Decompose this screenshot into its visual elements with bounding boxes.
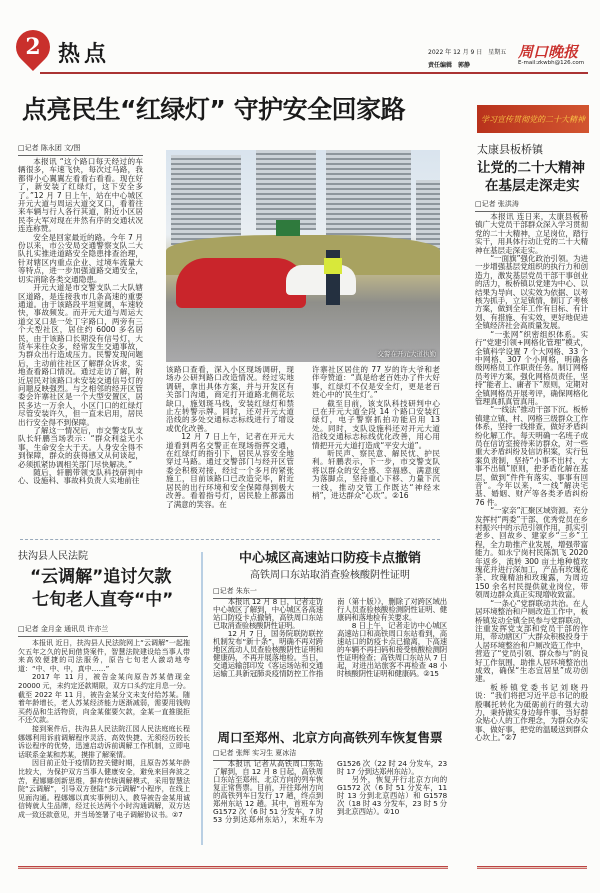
paragraph: 本报讯 12 月 8 日，记者走访中心城区了解到，中心城区各高速站口防疫卡点撤销，高铁周口东站已取消查验核酸阴性证明。 bbox=[213, 597, 323, 630]
paragraph: 2017 年 11 月，被告金某向原告苏某借现金 20000 元，未约定还款期限，双方口头约定月息一分。截至 2022 年 11 月，被告金某分文未支付给苏某。随着年龄增长，老人苏某经济能力逐渐减弱，需要用钱购买药品和生活物资，向金某催要欠款，金某一直推脱拒不还欠款。 bbox=[18, 673, 190, 725]
paragraph: 板桥镇党委书记刘晓丹说：“我们将把习近平总书记的殷殷嘱托转化为砥砺前行的强大动力，秉持做实身边每件事、当好群众贴心人的工作理念，为群众办实事、做好事，把党的温暖送到群众心坎上。”②7 bbox=[475, 682, 588, 743]
paragraph: “一张网”织密组织体系。实行“党建引领+网格化管理”模式，全镇科学设置 7 个大网格、33 个中网格、307 个小网格，明确各级网格员工作职责任务。制订网格员考评方案，强化网格员责任，坚持“能者上、庸者下”原则，定期对全镇网格员开展考评，确保网格化管理真抓真管真用。 bbox=[475, 329, 588, 406]
paragraph: 12 月 7 日上午，记者在开元大道看到两名交警正在现场指挥交通，在红绿灯的指引下，居民从容安全地穿过马路。通过交警部门与经开区管委会积极对接，经过一个多月的紧张施工，目前该路口已改造完毕，附近居民的出行环境和安全保障得到极大改善。看着指号灯，居民脸上都露出了满意的笑容。在 bbox=[166, 432, 294, 509]
main-article-col2 bbox=[166, 366, 294, 509]
section-title: 热点 bbox=[58, 41, 111, 67]
theme-banner: 学习宣传贯彻党的二十大精神 bbox=[477, 105, 589, 133]
paragraph: 截至目前，该支队科技研判中心已在开元大道全段 14 个路口安装红绿灯，电子警察抓拍功能启用 13 处。同时，支队设施科还对开元大道沿线交通标志标线优化改善，用心用情把开元大道打造成“平安大道”。 bbox=[312, 398, 440, 450]
paragraph: 接到案件后，扶沟县人民法院江园人民法庭庭长程娜娜利用诉前调解程序灵活、高效快捷、无须经历较长诉讼程序的优势，迅速启动诉前调解工作机制，立即电话联系金某和苏某，摸排了解案情。 bbox=[18, 724, 190, 759]
trains-byline: □记者 张辉 实习生 夏冰洁 bbox=[213, 748, 320, 761]
paragraph: 该路口查看，深入小区现场调研，现场办公研判路口改造情况。经过实地调研，拿出具体方案，并与开发区有关部门沟通，商定打开道路北侧花坛缺口，施划斑马线，安装红绿灯和禁止左转警示牌。同时，还对开元大道沿线的多处交通标志标线进行了增设或优化改善。 bbox=[166, 365, 294, 433]
editor-credit: 责任编辑 郭静 bbox=[428, 62, 471, 69]
court-kicker: 扶沟县人民法院 bbox=[18, 551, 88, 562]
photo-caption: 交警在开元大道执勤 bbox=[377, 350, 436, 358]
checkpoint-subhead: 高铁周口东站取消查验核酸阴性证明 bbox=[250, 570, 410, 581]
paragraph: 另外，恢复开行北京方向的 G1572 次（6 时 51 分发车，11 时 13 分到北京西站）和 G1578 次（18 时 43 分发车，23 时 5 分到北京西站）。②10 bbox=[337, 775, 447, 816]
right-headline-line2: 在基层走深走实 bbox=[485, 178, 580, 194]
checkpoint-article bbox=[213, 598, 447, 678]
column-divider bbox=[201, 552, 203, 845]
traffic-police-photo bbox=[166, 150, 440, 362]
paragraph: 本报讯 近日，扶沟县人民法院网上“云调解”一起拖欠五年之久的民间借贷案件，智慧法院建设给当事人带来高效便捷的司法服务，原告七旬老人激动地夸道：“中、中、中，真中……” bbox=[18, 639, 190, 673]
paragraph: “一线法”推动干部下沉。板桥镇建立镇、村、网格三级群众工作体系，坚持一线排查，做好矛盾纠纷化解工作。每天明确一名班子成员在信访室接待来访群众，对一些重大矛盾纠纷及信访积案，实行包案负责制，坚持“小事不出村、大事不出镇”原则，把矛盾化解在基层，做到“件件有落实、事事有回音”。今年以来，“一线”解决宅基、婚姻、财产等各类矛盾纠纷 76 件。 bbox=[475, 405, 588, 507]
paragraph: “一家亲”汇聚区域资源。充分发挥村“两委”干部、优秀党员在乡村振兴中的示范引领作用，抓实引老乡、回故乡、建家乡“三乡”工程，全力助推产业发展，增强带富能力。如永宁岗村民陈凯飞 2020 年返乡，流转 300 亩土地种植玫瑰花并进行深加工，产品有玫瑰花茶、玫瑰精油和玫瑰露，为周边 150 余名村民提供就业岗位，带领周边群众真正实现增收致富。 bbox=[475, 506, 588, 600]
court-headline-line2: 七旬老人直夸“中” bbox=[32, 590, 174, 610]
court-headline-line1: “云调解”追讨欠款 bbox=[30, 567, 172, 587]
paragraph: “一面旗”强化政治引领。为进一步增强基层党组织的执行力和创造力，激发基层党员干部干事创业的活力，板桥镇以党建为中心、以结果为导向、以实效为依据、以考核为抓手，立足镇情，制订了考核方案，做到全年工作有目标、有计划、有措施、有实效，更好地促进全镇经济社会高质量发展。 bbox=[475, 254, 588, 331]
right-headline-line1: 让党的二十大精神 bbox=[477, 160, 585, 176]
main-byline: □记者 陈永团 文/图 bbox=[18, 143, 143, 156]
email-address: E-mail:zkwbh@126.com bbox=[518, 60, 585, 66]
masthead-logo: 周口晚报 bbox=[518, 43, 579, 61]
main-article-col1 bbox=[18, 158, 143, 486]
court-byline: □记者 金月金 通讯员 许亦兰 bbox=[18, 624, 188, 637]
checkpoint-headline: 中心城区高速站口防疫卡点撤销 bbox=[238, 551, 421, 566]
main-article-col3 bbox=[312, 366, 440, 501]
paragraph: 本报讯 连日来，太康县板桥镇广大党员干部群众深入学习贯彻党的二十大精神，立足岗位，踏行实干，用具体行动让党的二十大精神在基层走深走实。 bbox=[475, 212, 588, 255]
section-divider bbox=[20, 539, 440, 540]
bottom-rule bbox=[18, 866, 448, 869]
paragraph: 随后，轩鹏带领支队科技研判中心、设施科、事故科负责人实地前往 bbox=[18, 468, 143, 486]
paragraph: 了解这一情况后，市交警支队支队长轩鹏当场表示：“群众利益无小事，生命安全大于天。人身安全得不到保障，群众的获得感又从何谈起，必须抓紧协调相关部门尽快解决。” bbox=[18, 426, 143, 469]
trains-headline: 周口至郑州、北京方向高铁列车恢复售票 bbox=[217, 730, 443, 745]
paragraph: 本报讯 “这个路口每天经过的车辆很多，车速飞快，每次过马路，我都得小心翼翼左看看右看看。现在好了，新安装了红绿灯，这下安全多了。”12 月 7 日上午，站在中心城区开元大道与周运大道交叉口，看着往来车辆与行人各行其道，附近小区居民李大军对现在井然有序的交通状况连连称赞。 bbox=[18, 157, 143, 234]
paragraph: 12 月 7 日，国务院联防联控机制发布“新十条”，明确不再对跨地区流动人员查验核酸阴性证明和健康码，不再开展落地检。当日，交通运输部印发《客运场站和交通运输工具新冠肺炎疫情防控工作指南（第十版）》，删除了对跨区域出行人员查验核酸检测阴性证明、健康码和落地检有关要求。 bbox=[213, 597, 447, 678]
issue-date: 2022 年 12 月 9 日 星期五 bbox=[428, 49, 507, 56]
main-headline: 点亮民生“红绿灯” 守护安全回家路 bbox=[22, 95, 406, 124]
right-article bbox=[475, 213, 588, 743]
right-byline: □记者 张洪涛 bbox=[475, 199, 587, 212]
paragraph: 许寨社区居住的 77 岁的许大爷和老伴夸赞道：“真是给老百姓办了件大好事，红绿灯不仅是安全灯，更是老百姓心中的‘民生灯’。” bbox=[312, 365, 440, 400]
checkpoint-byline: □记者 朱东一 bbox=[213, 586, 320, 599]
paragraph: 8 日上午，记者走访中心城区高速站口和高铁周口东站看到，高速站口的防疫卡点已撤离，下高速的车辆不再扫码和接受核酸检测阴性证明检查；高铁周口东站从 7 日起，对进出站旅客不再检查 48 小时核酸阴性证明和健康码。②15 bbox=[337, 621, 447, 678]
paragraph: 听民声、察民意、解民忧、护民利。轩鹏表示，下一步，市交警支队将以群众的安全感、幸福感、满意度为落脚点，坚持重心下移、力量下沉一线，推动交管工作既达“神经末梢”，进达群众“心坎”。②16 bbox=[312, 449, 440, 501]
right-bottom-rule bbox=[477, 866, 587, 869]
page-number: 2 bbox=[25, 34, 41, 60]
right-kicker: 太康县板桥镇 bbox=[477, 143, 543, 156]
trains-article bbox=[213, 760, 447, 824]
paragraph: 安全是回家最近的路。今年 7 月份以来，市公安局交通警察支队二大队扎实推进道路安全隐患排查治理，针对辖区内重点企业、过境车流量大等特点，进一步加强道路交通安全，切实消除各类交通隐患。 bbox=[18, 232, 143, 284]
paragraph: “一条心”党群联动共治。在人居环境整治和户厕改造工作中，板桥镇发动全镇全民参与党群联动，注重发挥党支部和党员干部的作用，带动辖区广大群众积极投身于人居环境整治和户厕改造工作中，营造了“党员引领、群众参与”的良好工作氛围，助推人居环境整治出成效，确保“生态宜居星”成功创建。 bbox=[475, 598, 588, 684]
paragraph: 本报讯 记者从高铁周口东站了解到，自 12 月 8 日起，高铁周口东站至郑州、北京方向的列车恢复正常售票。目前，开往郑州方向的高铁列车日发行 17 趟，终点到郑州东站 12 趟。其中，首班车为 G1572 次（6 时 51 分发车，7 时 53 分到达郑州东站），末班车为 G1526 次（22 时 24 分发车，23 时 17 分到达郑州东站）。 bbox=[213, 759, 447, 824]
court-article bbox=[18, 639, 190, 819]
paragraph: 因目前正处于疫情防控关键时期，且原告苏某年龄比较大，为保护双方当事人健康安全，避免来回奔波之苦，程娜娜创新思维，摒弃传统调解模式，采用智慧法院“云调解”，引导双方登陆“多元调解”小程序，在线上见面沟通。程娜娜以真实事例切入，教导被告金某用诚信铸就人生品牌，经过长达两个小时沟通调解，双方达成一致还款意见，并当场签署了电子调解协议书。②7 bbox=[18, 759, 190, 819]
paragraph: 开元大道是市交警支队二大队辖区道路，是连接我市几条高速的重要通道。由于该路段平坦宽阔，车速较快，事故频发。而开元大道与周运大道交叉口是一处丁字路口，两旁有三个大型社区，居住约 6000 多名居民，由于该路口长期没有信号灯，大货车来往众多，经常发生交通事故，为群众出行造成压力。民警发现问题后，主动前往社区了解群众诉求，实地查看路口情况。通过走访了解，附近居民对该路口未安装交通信号灯的问题反映强烈。与之相邻的经开区管委会许寨社区是一个大型安置区，居民多达一万余人，小区门口的红绿灯尽管安装许久，但一直未启用，居民出行安全得不到保障。 bbox=[18, 283, 143, 427]
header-rule bbox=[40, 72, 588, 74]
